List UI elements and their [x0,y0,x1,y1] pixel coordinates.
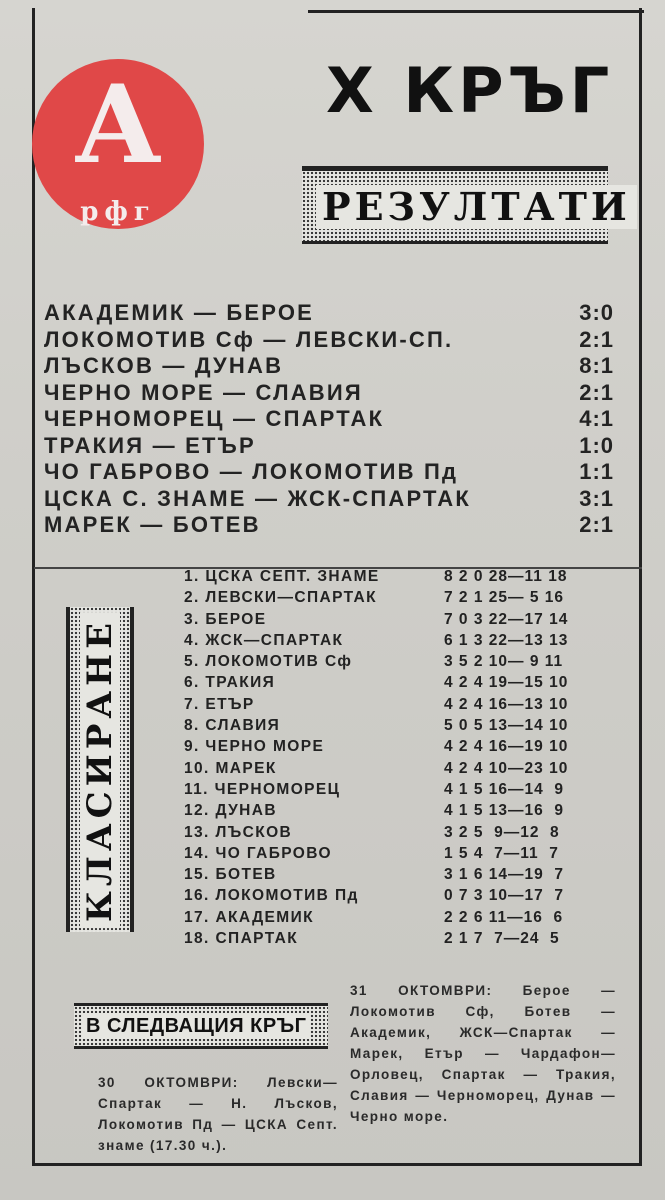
result-match: АКАДЕМИК — БЕРОЕ [44,300,315,325]
standings-team: 6. ТРАКИЯ [184,674,276,692]
standings-team: 7. ЕТЪР [184,695,255,713]
result-score: 3:1 [579,485,614,511]
round-title: X КРЪГ [326,54,614,127]
standings-stats: 7 2 1 25— 5 16 [444,589,564,607]
standings-row [184,630,614,651]
result-match: ЧЕРНОМОРЕЦ — СПАРТАК [44,406,385,431]
result-score: 4:1 [579,406,614,431]
standings-stats: 4 1 5 13—16 9 [444,802,564,820]
schedule-oct31: 31 ОКТОМВРИ: Берое — Локомотив Сф, Ботев — Академик, ЖСК—Спартак — Марек, Етър — Чардафон—Орловец, Спартак — Тракия, Славия — Черноморец, Дунав — Черно море. [350,983,616,1124]
standings-team: 1. ЦСКА СЕПТ. ЗНАМЕ [184,568,380,585]
standings-stats: 0 7 3 10—17 7 [444,887,564,905]
result-match: ЦСКА С. ЗНАМЕ — ЖСК-СПАРТАК [44,485,471,511]
standings-team: 4. ЖСК—СПАРТАК [184,631,344,649]
standings-team: 14. ЧО ГАБРОВО [184,844,332,862]
standings-row [184,758,614,779]
standings-row [184,864,614,885]
standings-team: 16. ЛОКОМОТИВ Пд [184,887,359,905]
standings-row [184,779,614,800]
result-score: 2:1 [579,326,614,352]
result-row [44,433,614,460]
standings-team: 15. БОТЕВ [184,866,277,884]
standings-team: 2. ЛЕВСКИ—СПАРТАК [184,589,377,607]
standings-stats: 4 1 5 16—14 9 [444,780,564,798]
result-row [44,327,614,354]
results-banner [302,166,631,244]
result-match: МАРЕК — БОТЕВ [44,512,261,537]
result-match: ЧЕРНО МОРЕ — СЛАВИЯ [44,379,363,405]
result-score: 2:1 [579,379,614,405]
standings-row [184,566,614,587]
standings-table [184,566,614,949]
standings-stats: 2 1 7 7—24 5 [444,930,560,948]
result-row [44,406,614,433]
standings-stats: 7 0 3 22—17 14 [444,610,569,628]
result-row [44,512,614,539]
standings-row [184,672,614,693]
standings-row [184,587,614,608]
standings-row [184,715,614,736]
standings-stats: 5 0 5 13—14 10 [444,717,569,735]
result-row [44,459,614,486]
result-row [44,380,614,407]
next-round-banner [74,1003,328,1049]
standings-banner [66,607,134,932]
standings-row [184,800,614,821]
standings-row [184,928,614,949]
standings-stats: 3 2 5 9—12 8 [444,823,560,841]
standings-stats: 6 1 3 22—13 13 [444,631,569,649]
standings-stats: 4 2 4 16—19 10 [444,738,569,756]
standings-team: 3. БЕРОЕ [184,610,267,628]
standings-team: 17. АКАДЕМИК [184,908,314,926]
standings-team: 18. СПАРТАК [184,930,299,948]
arfg-logo [32,59,204,229]
result-score: 2:1 [579,512,614,537]
results-heading: РЕЗУЛТАТИ [316,185,637,229]
result-score: 1:0 [579,432,614,458]
standings-row [184,822,614,843]
standings-stats: 8 2 0 28—11 18 [444,568,568,585]
standings-stats: 4 2 4 10—23 10 [444,759,569,777]
logo-letter: А [74,62,162,188]
standings-team: 5. ЛОКОМОТИВ Сф [184,653,353,671]
next-round-heading: В СЛЕДВАЩИЯ КРЪГ [82,1013,310,1039]
logo-subtitle: рфг [80,197,156,227]
result-score: 8:1 [579,353,614,378]
standings-stats: 3 1 6 14—19 7 [444,866,564,884]
schedule-oct30: 30 ОКТОМВРИ: Левски—Спартак — Н. Лъсков, Локомотив Пд — ЦСКА Септ. знаме (17.30 ч.). [98,1075,338,1153]
standings-row [184,694,614,715]
standings-stats: 2 2 6 11—16 6 [444,908,564,926]
result-match: ЛОКОМОТИВ Сф — ЛЕВСКИ-СП. [44,326,454,352]
standings-row [184,609,614,630]
result-match: ЛЪСКОВ — ДУНАВ [44,353,284,378]
standings-row [184,907,614,928]
result-match: ЧО ГАБРОВО — ЛОКОМОТИВ Пд [44,459,459,484]
standings-team: 11. ЧЕРНОМОРЕЦ [184,780,341,798]
standings-stats: 3 5 2 10— 9 11 [444,653,564,671]
standings-team: 13. ЛЪСКОВ [184,823,293,841]
standings-team: 10. МАРЕК [184,759,277,777]
standings-row [184,843,614,864]
standings-team: 8. СЛАВИЯ [184,717,281,735]
frame-top-rule [308,10,644,13]
standings-stats: 4 2 4 16—13 10 [444,695,569,713]
standings-row [184,885,614,906]
standings-team: 9. ЧЕРНО МОРЕ [184,738,325,756]
standings-heading: КЛАСИРАНЕ [80,611,120,927]
result-match: ТРАКИЯ — ЕТЪР [44,432,256,458]
result-row [44,353,614,380]
standings-stats: 4 2 4 19—15 10 [444,674,569,692]
standings-stats: 1 5 4 7—11 7 [444,844,559,862]
result-score: 3:0 [579,300,614,325]
results-list [44,300,614,539]
standings-team: 12. ДУНАВ [184,802,277,820]
result-row [44,300,614,327]
standings-row [184,651,614,672]
result-score: 1:1 [579,459,614,484]
result-row [44,486,614,513]
standings-row [184,736,614,757]
